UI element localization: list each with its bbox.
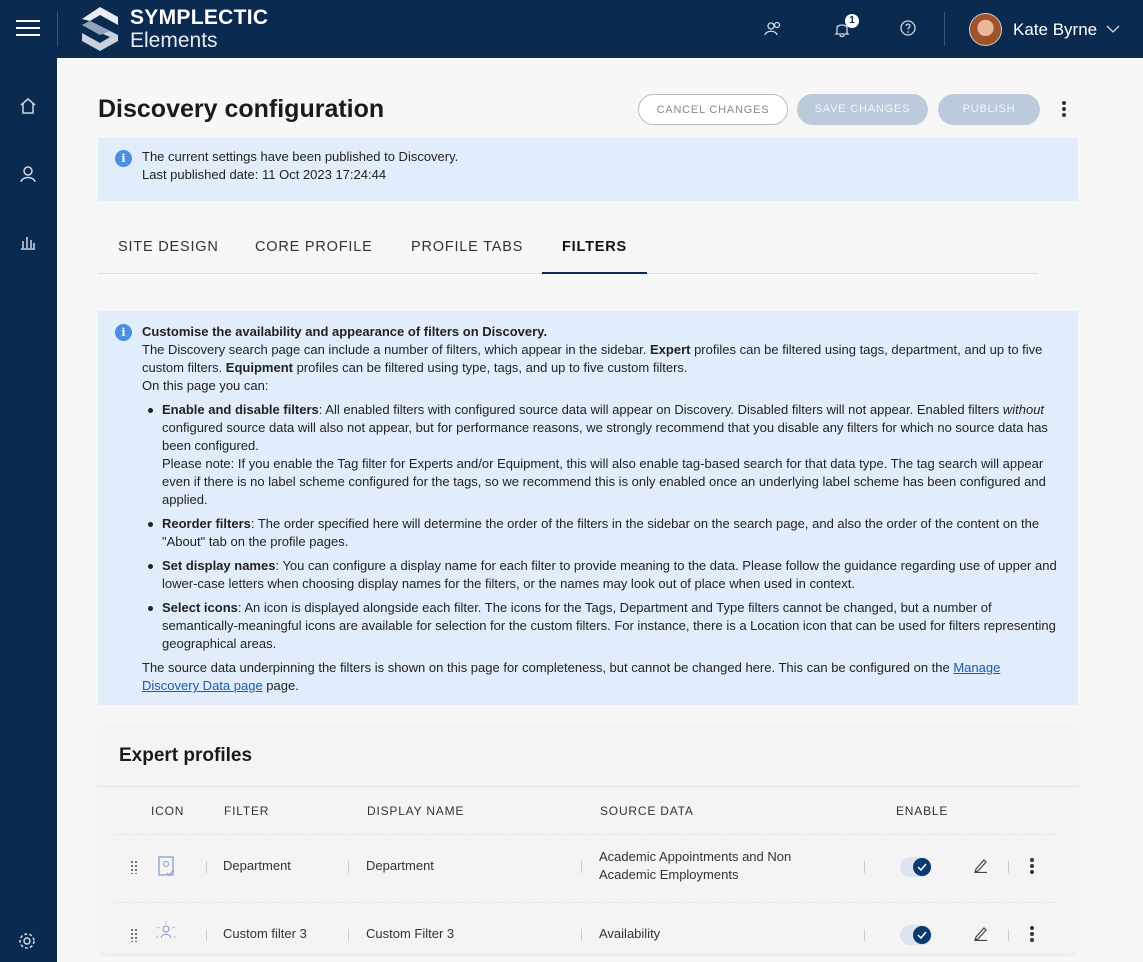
divider bbox=[98, 786, 1078, 787]
row-more-icon[interactable] bbox=[1028, 858, 1036, 876]
manage-discovery-data-link[interactable]: Manage Discovery Data page bbox=[142, 660, 1001, 693]
tab-filters[interactable]: FILTERS bbox=[542, 228, 647, 274]
last-published-date: Last published date: 11 Oct 2023 17:24:44 bbox=[142, 167, 387, 182]
info-intro: The Discovery search page can include a number of filters, which appear in the sidebar. Expert profiles can be filtered using tags, department, and up to five custom filters. Equipment profiles can be filtered using type, tags, and up to five custom filters. bbox=[142, 342, 1043, 375]
edit-icon[interactable] bbox=[973, 857, 989, 873]
info-list bbox=[162, 401, 1058, 653]
publish-button[interactable]: PUBLISH bbox=[938, 94, 1040, 125]
more-options-icon[interactable] bbox=[1060, 101, 1068, 119]
network-person-icon bbox=[154, 919, 178, 943]
info-icon: i bbox=[115, 324, 132, 341]
department-badge-icon bbox=[154, 854, 178, 878]
home-icon[interactable] bbox=[18, 96, 38, 116]
logo[interactable] bbox=[78, 5, 268, 53]
logo-line1: SYMPLECTIC bbox=[130, 6, 269, 29]
tab-profile-tabs[interactable]: PROFILE TABS bbox=[411, 239, 524, 255]
tab-bar bbox=[98, 228, 1038, 274]
info-footer: The source data underpinning the filters is shown on this page for completeness, but cannot be changed here. This can be configured on the Manage Discovery Data page page. bbox=[142, 660, 1001, 693]
user-name[interactable]: Kate Byrne bbox=[1013, 20, 1098, 39]
row-more-icon[interactable] bbox=[1028, 926, 1036, 944]
column-header-filter: FILTER bbox=[224, 804, 270, 818]
list-item: Reorder filters: The order specified here will determine the order of the filters in the sidebar on the search page, and also the order of the content on the "About" tab on the profile pages. bbox=[162, 515, 1058, 551]
content-flow bbox=[98, 311, 1078, 954]
list-item: Enable and disable filters: All enabled filters with configured source data will appear on Discovery. Disabled filters will not appear. Enabled filters without configured source data will also not appear, but for performance reasons, we strongly recommend that you disable any filters for which no source data has been configured. Please note: If you enable the Tag filter for Experts and/or Equipment, this will also enable tag-based search for that data type. The tag search will appear even if there is no label scheme configured for the tags, so we recommend this is only enabled once an underlying label scheme has been configured and applied. bbox=[162, 401, 1058, 509]
divider bbox=[944, 12, 945, 46]
filters-info-banner bbox=[98, 311, 1078, 705]
list-item: Set display names: You can configure a display name for each filter to provide meaning to the data. Please follow the guidance regarding use of upper and lower-case letters when choosing display names for the filters, or the names may look out of place when used in context. bbox=[162, 558, 1057, 591]
source-data: Academic Appointments and Non Academic Employments bbox=[599, 849, 792, 882]
column-header-source-data: SOURCE DATA bbox=[600, 804, 694, 818]
menu-icon[interactable] bbox=[16, 20, 40, 38]
edit-icon[interactable] bbox=[973, 925, 989, 941]
logo-line2: Elements bbox=[130, 29, 218, 52]
list-item: Select icons: An icon is displayed alongside each filter. The icons for the Tags, Department and Type filters cannot be changed, but a number of semantically-meaningful icons are available for selection for the custom filters. For instance, there is a Location icon that can be used for filters representing geographical areas. bbox=[162, 599, 1058, 653]
table-row bbox=[116, 834, 1056, 898]
tab-core-profile[interactable]: CORE PROFILE bbox=[255, 239, 373, 255]
column-header-enable: ENABLE bbox=[896, 804, 949, 818]
filter-name: Custom filter 3 bbox=[223, 926, 307, 941]
help-icon[interactable] bbox=[899, 19, 917, 37]
avatar[interactable] bbox=[969, 13, 1002, 46]
section-title: Expert profiles bbox=[119, 745, 253, 766]
status-banner bbox=[98, 138, 1078, 201]
top-bar bbox=[0, 0, 1143, 58]
status-line1: The current settings have been published to Discovery. bbox=[142, 149, 459, 164]
drag-handle-icon[interactable] bbox=[130, 860, 138, 874]
filter-name: Department bbox=[223, 858, 291, 873]
cancel-changes-button[interactable]: CANCEL CHANGES bbox=[638, 94, 788, 125]
bar-chart-icon[interactable] bbox=[18, 232, 38, 252]
info-heading: Customise the availability and appearance of filters on Discovery. bbox=[142, 324, 548, 339]
settings-icon[interactable] bbox=[18, 931, 38, 951]
display-name: Department bbox=[366, 858, 434, 873]
notification-badge: 1 bbox=[845, 14, 859, 28]
enable-toggle[interactable] bbox=[900, 857, 932, 877]
table-row bbox=[116, 902, 1056, 962]
display-name: Custom Filter 3 bbox=[366, 926, 455, 941]
divider bbox=[57, 12, 58, 46]
users-icon[interactable] bbox=[763, 19, 783, 39]
symplectic-logo-icon bbox=[78, 5, 122, 53]
on-this-page-label: On this page you can: bbox=[142, 378, 269, 393]
tab-site-design[interactable]: SITE DESIGN bbox=[118, 239, 219, 255]
check-icon bbox=[913, 858, 931, 876]
column-header-display-name: DISPLAY NAME bbox=[367, 804, 465, 818]
expert-profiles-card bbox=[98, 724, 1078, 954]
page-title: Discovery configuration bbox=[98, 95, 385, 123]
enable-toggle[interactable] bbox=[900, 925, 932, 945]
drag-handle-icon[interactable] bbox=[130, 928, 138, 942]
save-changes-button[interactable]: SAVE CHANGES bbox=[797, 94, 928, 125]
main-content bbox=[57, 58, 1143, 962]
column-header-icon: ICON bbox=[151, 804, 185, 818]
check-icon bbox=[913, 926, 931, 944]
info-icon: i bbox=[115, 150, 132, 167]
sidebar bbox=[0, 58, 57, 962]
person-icon[interactable] bbox=[18, 164, 38, 184]
chevron-down-icon[interactable] bbox=[1106, 22, 1120, 36]
source-data: Availability bbox=[599, 926, 661, 941]
